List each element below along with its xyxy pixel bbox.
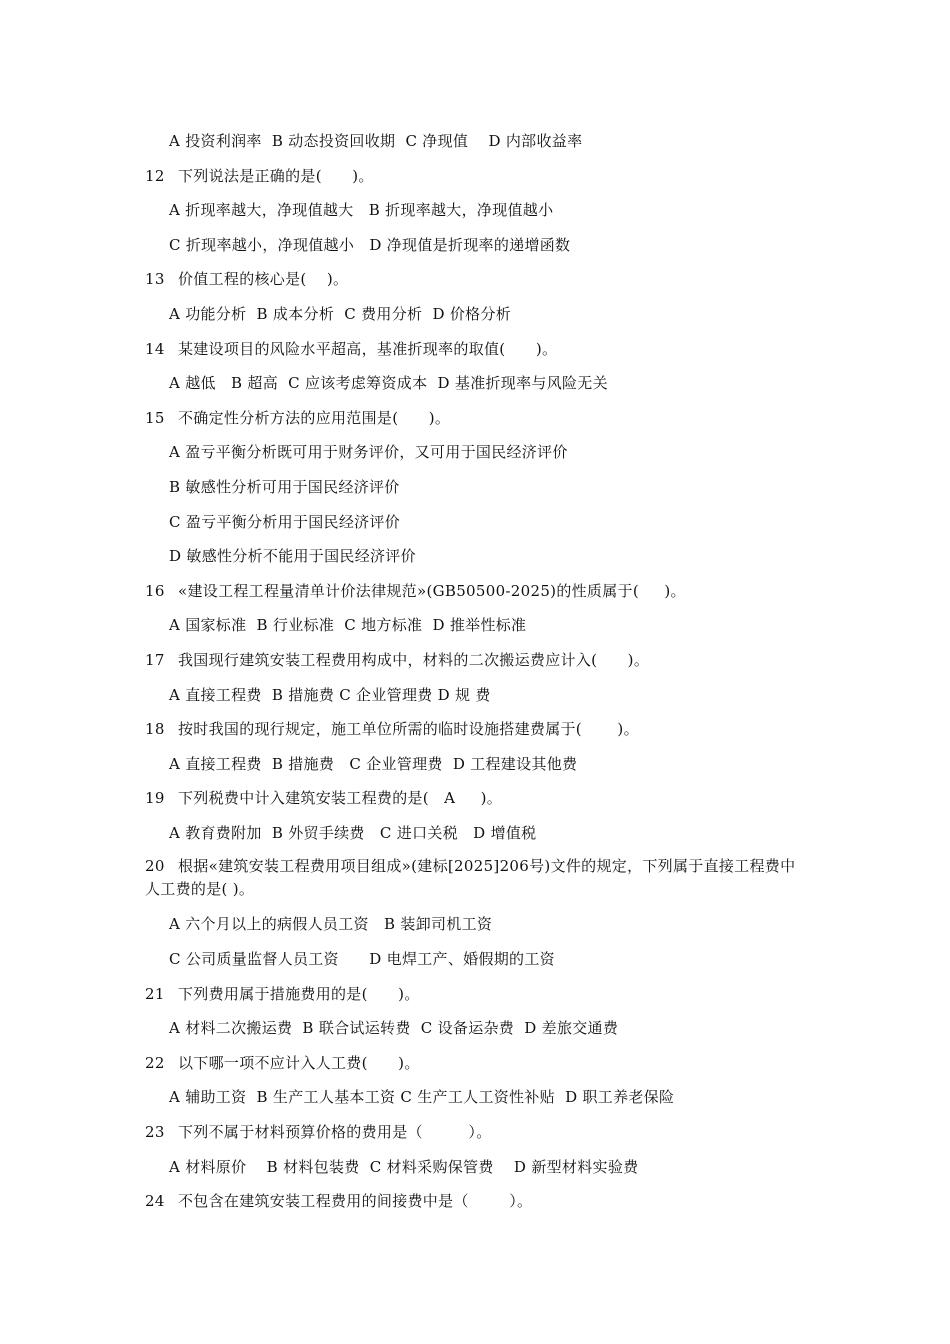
question-text: 下列税费中计入建筑安装工程费的是( A )。 bbox=[178, 789, 503, 808]
question-19 bbox=[145, 781, 810, 816]
answer-options: A 直接工程费 B 措施费 C 企业管理费 D 工程建设其他费 bbox=[169, 754, 578, 773]
question-number: 14 bbox=[145, 339, 165, 358]
question-13 bbox=[145, 262, 810, 297]
question-number: 19 bbox=[145, 789, 165, 808]
question-text: 以下哪一项不应计入人工费( )。 bbox=[178, 1053, 420, 1072]
answer-options: A 六个月以上的病假人员工资 B 装卸司机工资 bbox=[169, 915, 493, 934]
answer-options: A 材料原价 B 材料包装费 C 材料采购保管费 D 新型材料实验费 bbox=[169, 1157, 639, 1176]
question-number: 13 bbox=[145, 270, 165, 289]
question-22 bbox=[145, 1046, 810, 1081]
question-text: 不确定性分析方法的应用范围是( )。 bbox=[178, 408, 451, 427]
question-text: 价值工程的核心是( )。 bbox=[178, 270, 349, 289]
question-20 bbox=[145, 850, 810, 907]
question-21 bbox=[145, 977, 810, 1012]
question-number: 21 bbox=[145, 984, 165, 1003]
question-number: 18 bbox=[145, 720, 165, 739]
question-17 bbox=[145, 643, 810, 678]
question-text: 下列费用属于措施费用的是( )。 bbox=[178, 984, 420, 1003]
answer-options: A 功能分析 B 成本分析 C 费用分析 D 价格分析 bbox=[169, 304, 512, 323]
question-text: 按时我国的现行规定，施工单位所需的临时设施搭建费属于( )。 bbox=[178, 720, 639, 739]
question-15 bbox=[145, 401, 810, 436]
answer-options: C 盈亏平衡分析用于国民经济评价 bbox=[169, 512, 401, 531]
question-number: 15 bbox=[145, 408, 165, 427]
answer-options: A 国家标准 B 行业标准 C 地方标准 D 推举性标准 bbox=[169, 616, 527, 635]
answer-options: A 折现率越大，净现值越大 B 折现率越大，净现值越小 bbox=[169, 201, 554, 220]
question-23 bbox=[145, 1115, 810, 1150]
question-text: «建设工程工程量清单计价法律规范»(GB50500-2025)的性质属于( )。 bbox=[178, 581, 686, 600]
answer-options: B 敏感性分析可用于国民经济评价 bbox=[169, 477, 400, 496]
question-number: 16 bbox=[145, 581, 165, 600]
question-number: 17 bbox=[145, 650, 165, 669]
question-text: 下列说法是正确的是( )。 bbox=[178, 166, 374, 185]
question-number: 24 bbox=[145, 1192, 165, 1211]
answer-options: A 投资利润率 B 动态投资回收期 C 净现值 D 内部收益率 bbox=[169, 132, 583, 150]
question-text: 下列不属于材料预算价格的费用是（ ）。 bbox=[178, 1123, 492, 1142]
question-list bbox=[145, 124, 810, 1219]
answer-options: D 敏感性分析不能用于国民经济评价 bbox=[169, 547, 416, 566]
answer-options: C 折现率越小，净现值越小 D 净现值是折现率的递增函数 bbox=[169, 235, 571, 254]
question-number: 22 bbox=[145, 1053, 165, 1072]
question-number: 12 bbox=[145, 166, 165, 185]
answer-options: A 教育费附加 B 外贸手续费 C 进口关税 D 增值税 bbox=[169, 823, 537, 842]
question-16 bbox=[145, 574, 810, 609]
answer-options: A 材料二次搬运费 B 联合试运转费 C 设备运杂费 D 差旅交通费 bbox=[169, 1019, 619, 1038]
question-text: 不包含在建筑安装工程费用的间接费中是（ ）。 bbox=[178, 1192, 533, 1211]
answer-options: A 越低 B 超高 C 应该考虑筹资成本 D 基准折现率与风险无关 bbox=[169, 374, 608, 393]
question-14 bbox=[145, 332, 810, 367]
question-number: 23 bbox=[145, 1123, 165, 1142]
question-number: 20 bbox=[145, 857, 165, 876]
question-24 bbox=[145, 1184, 810, 1219]
answer-options: A 直接工程费 B 措施费 C 企业管理费 D 规 费 bbox=[169, 685, 491, 704]
answer-options: A 盈亏平衡分析既可用于财务评价，又可用于国民经济评价 bbox=[169, 443, 568, 462]
question-text: 某建设项目的风险水平超高，基准折现率的取值( )。 bbox=[178, 339, 558, 358]
question-text: 根据«建筑安装工程费用项目组成»(建标[2025]206号)文件的规定，下列属于直接工程费中人工费的是( )。 bbox=[145, 857, 796, 899]
answer-options: A 辅助工资 B 生产工人基本工资 C 生产工人工资性补贴 D 职工养老保险 bbox=[169, 1088, 675, 1107]
question-12 bbox=[145, 159, 810, 194]
answer-options: C 公司质量监督人员工资 D 电焊工产、婚假期的工资 bbox=[169, 950, 555, 969]
question-text: 我国现行建筑安装工程费用构成中，材料的二次搬运费应计入( )。 bbox=[178, 650, 650, 669]
question-18 bbox=[145, 712, 810, 747]
